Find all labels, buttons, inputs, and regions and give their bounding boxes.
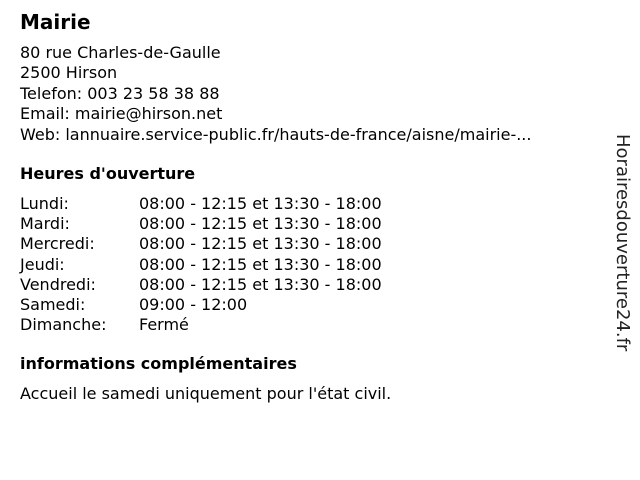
hours-heading: Heures d'ouverture bbox=[20, 164, 196, 183]
day-label: Samedi: bbox=[20, 295, 86, 315]
time-value: 08:00 - 12:15 et 13:30 - 18:00 bbox=[139, 194, 382, 213]
hours-row-wednesday bbox=[20, 234, 382, 254]
time-value: 08:00 - 12:15 et 13:30 - 18:00 bbox=[139, 234, 382, 254]
web-line: Web: lannuaire.service-public.fr/hauts-de-france/aisne/mairie-... bbox=[20, 124, 532, 144]
day-label: Lundi: bbox=[20, 194, 69, 213]
day-label: Vendredi: bbox=[20, 274, 96, 294]
phone-line: Telefon: 003 23 58 38 88 bbox=[20, 83, 220, 103]
hours-row-tuesday bbox=[20, 214, 382, 234]
time-value: 08:00 - 12:15 et 13:30 - 18:00 bbox=[139, 214, 382, 234]
hours-row-saturday bbox=[20, 295, 382, 315]
hours-row-thursday bbox=[20, 255, 382, 275]
day-label: Jeudi: bbox=[20, 254, 65, 274]
email-line: Email: mairie@hirson.net bbox=[20, 104, 223, 124]
contact-block bbox=[20, 43, 531, 145]
hours-row-friday bbox=[20, 275, 382, 295]
day-label: Mardi: bbox=[20, 214, 70, 234]
address-city: 2500 Hirson bbox=[20, 63, 118, 83]
time-value: Fermé bbox=[139, 315, 189, 335]
hours-row-sunday bbox=[20, 315, 382, 335]
time-value: 09:00 - 12:00 bbox=[139, 295, 248, 315]
address-street: 80 rue Charles-de-Gaulle bbox=[20, 43, 221, 62]
info-text: Accueil le samedi uniquement pour l'état civil. bbox=[20, 384, 392, 403]
hours-row-monday bbox=[20, 194, 382, 214]
hours-table bbox=[20, 194, 382, 335]
day-label: Dimanche: bbox=[20, 315, 107, 335]
place-title: Mairie bbox=[20, 10, 91, 34]
time-value: 08:00 - 12:15 et 13:30 - 18:00 bbox=[139, 254, 382, 274]
info-heading: informations complémentaires bbox=[20, 354, 297, 373]
day-label: Mercredi: bbox=[20, 234, 95, 254]
site-watermark: Horairesdouverture24.fr bbox=[612, 134, 633, 352]
time-value: 08:00 - 12:15 et 13:30 - 18:00 bbox=[139, 274, 382, 294]
